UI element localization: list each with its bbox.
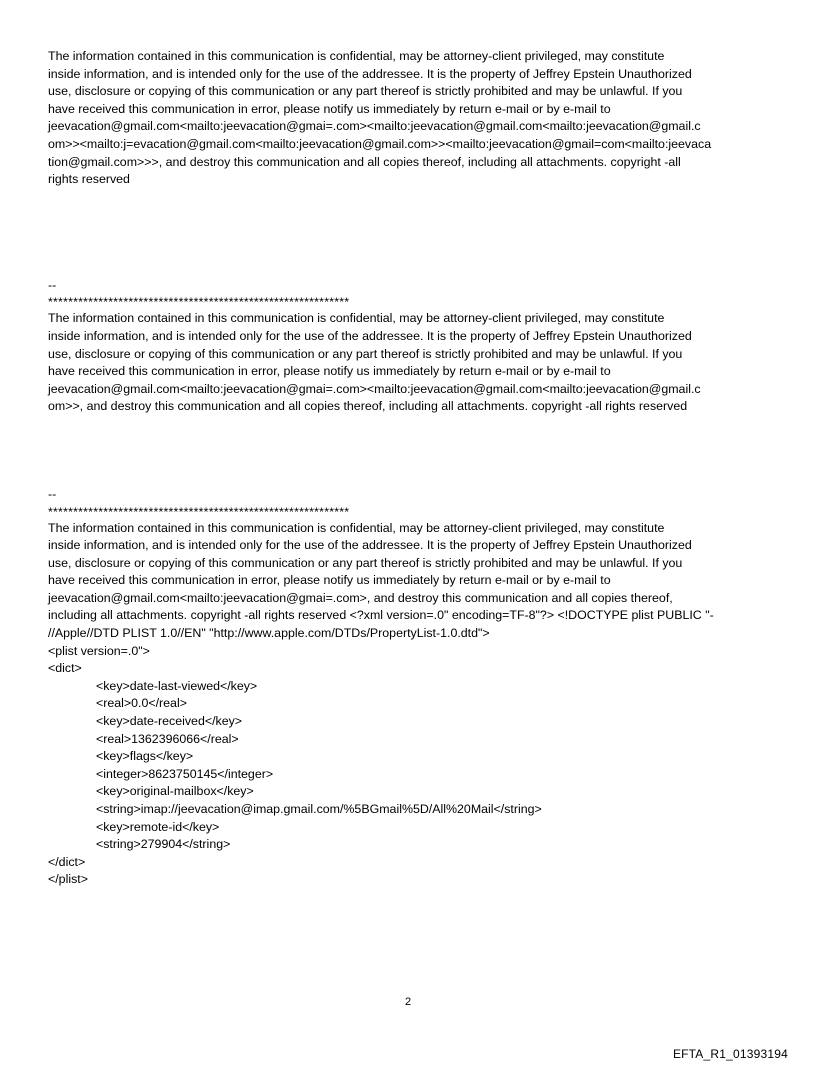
signature-separator: --	[48, 277, 57, 292]
plist-entry: <real>1362396066</real>	[96, 731, 239, 746]
plist-entry: <key>original-mailbox</key>	[96, 784, 254, 799]
plist-close-tag: </plist>	[48, 872, 88, 887]
plist-entry: <string>279904</string>	[96, 837, 231, 852]
plist-entry: <key>date-received</key>	[96, 714, 243, 729]
dict-open-tag: <dict>	[48, 661, 82, 676]
asterisk-divider: ************************************************************	[48, 504, 350, 519]
plist-entry: <integer>8623750145</integer>	[96, 766, 274, 781]
spacer	[48, 416, 768, 486]
dict-close-tag: </dict>	[48, 854, 86, 869]
asterisk-divider: ************************************************************	[48, 295, 350, 310]
plist-entry: <key>remote-id</key>	[96, 819, 220, 834]
disclaimer-paragraph-3: The information contained in this communication is confidential, may be attorney-client privileged, may constitute inside information, and is intended only for the use of the addressee. It is the property of Jeffrey Epstein Unauthorized use, disclosure or copying of this communication or any part thereof is strictly prohibited and may be unlawful. If you have received this communication in error, please notify us immediately by return e-mail or by e-mail to jeevacation@gmail.com<mailto:jeevacation@gmai=.com>, and destroy this communication and all copies thereof, including all attachments. copyright -all rights reserved <?xml version=.0" encoding=TF-8"?> <!DOCTYPE plist PUBLIC "- //Apple//DTD PLIST 1.0//EN" "http://www.apple.com/DTDs/PropertyList-1.0.dtd">	[48, 520, 714, 641]
plist-xml	[48, 643, 768, 889]
bates-number: EFTA_R1_01393194	[672, 1047, 788, 1061]
email-body	[48, 48, 768, 889]
plist-open-tag: <plist version=.0">	[48, 643, 150, 658]
spacer	[48, 189, 768, 277]
disclaimer-paragraph-2: The information contained in this communication is confidential, may be attorney-client privileged, may constitute inside information, and is intended only for the use of the addressee. It is the property of Jeffrey Epstein Unauthorized use, disclosure or copying of this communication or any part thereof is strictly prohibited and may be unlawful. If you have received this communication in error, please notify us immediately by return e-mail or by e-mail to jeevacation@gmail.com<mailto:jeevacation@gmai=.com><mailto:jeevacation@gmail.com<mailto:jeevacation@gmail.c om>>, and destroy this communication and all copies thereof, including all attachments. copyright -all rights reserved	[48, 311, 701, 414]
page-number: 2	[404, 996, 412, 1008]
plist-entry: <key>date-last-viewed</key>	[96, 678, 258, 693]
plist-entry: <key>flags</key>	[96, 749, 194, 764]
disclaimer-paragraph-1: The information contained in this communication is confidential, may be attorney-client privileged, may constitute inside information, and is intended only for the use of the addressee. It is the property of Jeffrey Epstein Unauthorized use, disclosure or copying of this communication or any part thereof is strictly prohibited and may be unlawful. If you have received this communication in error, please notify us immediately by return e-mail or by e-mail to jeevacation@gmail.com<mailto:jeevacation@gmai=.com><mailto:jeevacation@gmail.com<mailto:jeevacation@gmail.c om>><mailto:j=evacation@gmail.com<mailto:jeevacation@gmail.com>><mailto:jeevacation@gmail=com<mailto:jeevaca tion@gmail.com>>>, and destroy this communication and all copies thereof, including all attachments. copyright -all rights reserved	[48, 49, 712, 187]
plist-entry: <real>0.0</real>	[96, 696, 187, 711]
signature-separator: --	[48, 486, 57, 501]
plist-entry: <string>imap://jeevacation@imap.gmail.com/%5BGmail%5D/All%20Mail</string>	[96, 802, 542, 816]
